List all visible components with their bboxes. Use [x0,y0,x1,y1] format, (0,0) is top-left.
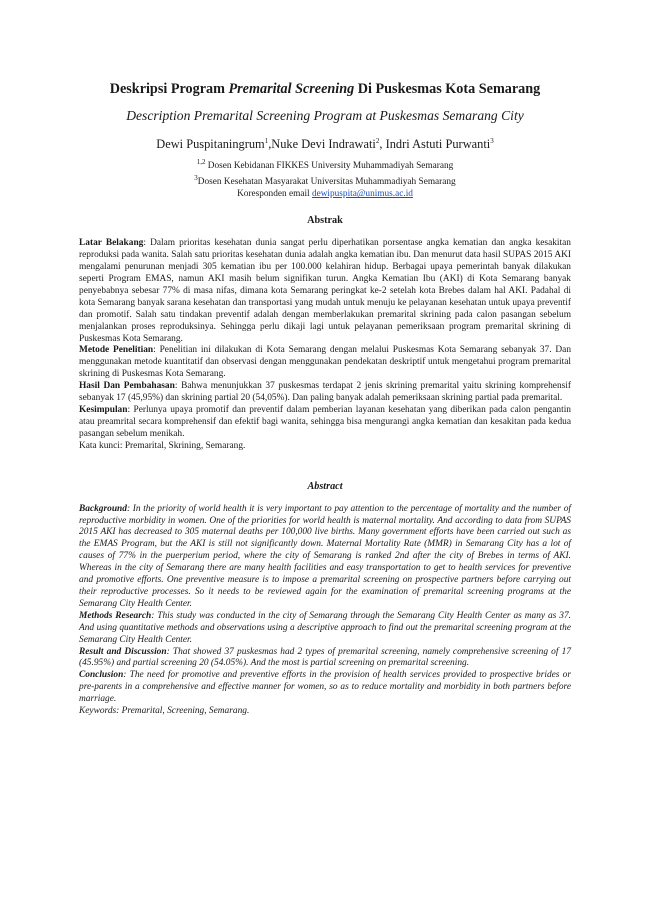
title-italic: Premarital Screening [228,81,355,97]
background-paragraph [79,504,571,611]
abstrak-heading: Abstrak [307,215,343,227]
author-2-sup: 2 [375,137,380,145]
hasil-paragraph [79,381,571,405]
background-label: Background [79,503,127,514]
hasil-label: Hasil Dan Pembahasan [79,381,175,392]
result-text: : That showed 37 puskesmas had 2 types of premarital screening, namely comprehensive screening of 17 (45.95%) and partial screening 20 (54.05%). And the most is partial screening on premarital screening. [79,646,572,669]
methods-paragraph [79,611,571,647]
author-1-sup: 1 [264,137,269,145]
keywords: Keywords: Premarital, Screening, Semarang. [79,706,250,717]
paper-subtitle: Description Premarital Screening Program at Puskesmas Semarang City [126,108,524,123]
latar-belakang-label: Latar Belakang [79,238,144,249]
abstrak-body [79,238,571,452]
metode-label: Metode Penelitian [79,345,154,356]
conclusion-label: Conclusion [79,670,124,681]
author-2: ,Nuke Devi Indrawati [268,137,376,152]
methods-label: Methods Research [79,610,152,621]
title-prefix: Deskripsi Program [109,81,229,97]
background-text: : In the priority of world health it is very important to pay attention to the percentage of mortality and the number of reproductive morbidity in women. One of the priorities for world health is maternal mortality. And according to data from SUPAS 2015 AKI has decreased to 305 maternal deaths per 100,000 live births. Many government efforts have been carried out such as the EMAS Program, but the AKI is still not significantly down. Maternal Mortality Rate (MMR) in Semarang City has a lot of causes of 77% in the puerperium period, where the city of Semarang is ranked 2nd after the city of Brebes in terms of AKI. Whereas in the city of Semarang there are many health facilities and easy transportation to get to health services for preventive and promotive efforts. One preventive measure is to impose a premarital screening on prospective partners before carrying out their reproductive processes. So it needs to be reviewed again for the examination of premarital screening programs at the Semarang City Health Center. [79,503,571,609]
affiliation-1-text: Dosen Kebidanan FIKKES University Muhammadiyah Semarang [205,161,454,172]
kesimpulan-paragraph [79,405,571,441]
title-suffix: Di Puskesmas Kota Semarang [354,81,541,97]
affiliation-2-text: Dosen Kesehatan Masyarakat Universitas Muhammadiyah Semarang [197,177,456,188]
methods-text: : This study was conducted in the city of Semarang through the Semarang City Health Center as many as 37. And using quantitative methods and observations using a descriptive approach to find out the premarital screening program at the Semarang City Health Center. [79,610,571,645]
affiliation-2 [79,172,571,188]
correspondence [79,188,571,200]
result-paragraph [79,647,571,671]
result-label: Result and Discussion [79,646,167,657]
kata-kunci: Kata kunci: Premarital, Skrining, Semarang. [79,440,246,451]
affiliation-2-sup: 3 [194,174,198,183]
metode-text: : Penelitian ini dilakukan di Kota Semarang dengan melalui Puskesmas Kota Semarang sebanyak 37. Dan menggunakan metode kuantitatif dan observasi dengan menggunakan pendekatan deskriptif untuk mengetahui program premarital skrining di Puskesmas Kota Semarang. [79,345,572,380]
latar-belakang-paragraph [79,238,571,345]
abstract-heading: Abstract [307,480,343,492]
latar-belakang-text: : Dalam prioritas kesehatan dunia sangat perlu diperhatikan porsentase angka kematian dan angka kesakitan reproduksi pada wanita. Salah satu prioritas kesehatan dunia adalah angka kematian ibu. Dan menurut data hasil SUPAS 2015 AKI mengalami penurunan menjadi 305 kematian ibu per 100.000 kelahiran hidup. Berbagai upaya pemerintah banyak dilakukan seperti Program EMAS, namun AKI masih belum signifikan turun. Angka Kematian Ibu (AKI) di Kota Semarang banyak penyebabnya sebesar 77% di masa nifas, dimana kota Semarang peringkat ke-2 setelah kota Brebes dalam hal AKI. Padahal di kota Semarang banyak sarana kesehatan dan transportasi yang mudah untuk menuju ke pelayanan kesehatan untuk upaya preventif dan promotif. Salah satu tindakan preventif adalah dengan memberlakukan premarital skrining pada calon pasangan sebelum menjalankan proses reproduksinya. Sehingga perlu dikaji lagi untuk pelayanan pemeriksaan program premarital skrining di Puskesmas Kota Semarang. [79,238,571,344]
affiliation-1 [79,156,571,172]
author-3: , Indri Astuti Purwanti [379,137,491,152]
affiliations [79,156,571,200]
abstract-body [79,504,571,718]
kesimpulan-label: Kesimpulan [79,405,128,415]
author-3-sup: 3 [490,137,494,145]
email-label: Koresponden email [237,189,312,200]
conclusion-paragraph [79,670,571,706]
hasil-text: : Bahwa menunjukkan 37 puskesmas terdapat 2 jenis skrining premarital yaitu skrining komprehensif sebanyak 17 (45,95%) dan skrining partial 20 (54,05%). Dan paling banyak adalah pemeriksaan skrining partial pada premarital. [79,381,572,404]
metode-paragraph [79,345,571,381]
paper-title [79,0,571,98]
email-link[interactable]: dewipuspita@unimus.ac.id [311,189,413,200]
affiliation-1-sup: 1,2 [196,158,206,167]
conclusion-text: : The need for promotive and preventive efforts in the provision of health services provided to prospective brides or pre-parents in a comprehensive and effective manner for women, so as to reduce mortality and morbidity in both partners before marriage. [79,670,571,705]
author-1: Dewi Puspitaningrum [156,137,265,152]
author-list [79,133,571,152]
kesimpulan-text: : Perlunya upaya promotif dan preventif dalam pemberian layanan kesehatan yang diberikan pada calon pengantin atau preamrital secara komprehensif dan efektif bagi wanita, sehingga bisa mengurangi angka kematian dan kesakitan pada kedua pasangan sebelum menikah. [79,405,571,439]
